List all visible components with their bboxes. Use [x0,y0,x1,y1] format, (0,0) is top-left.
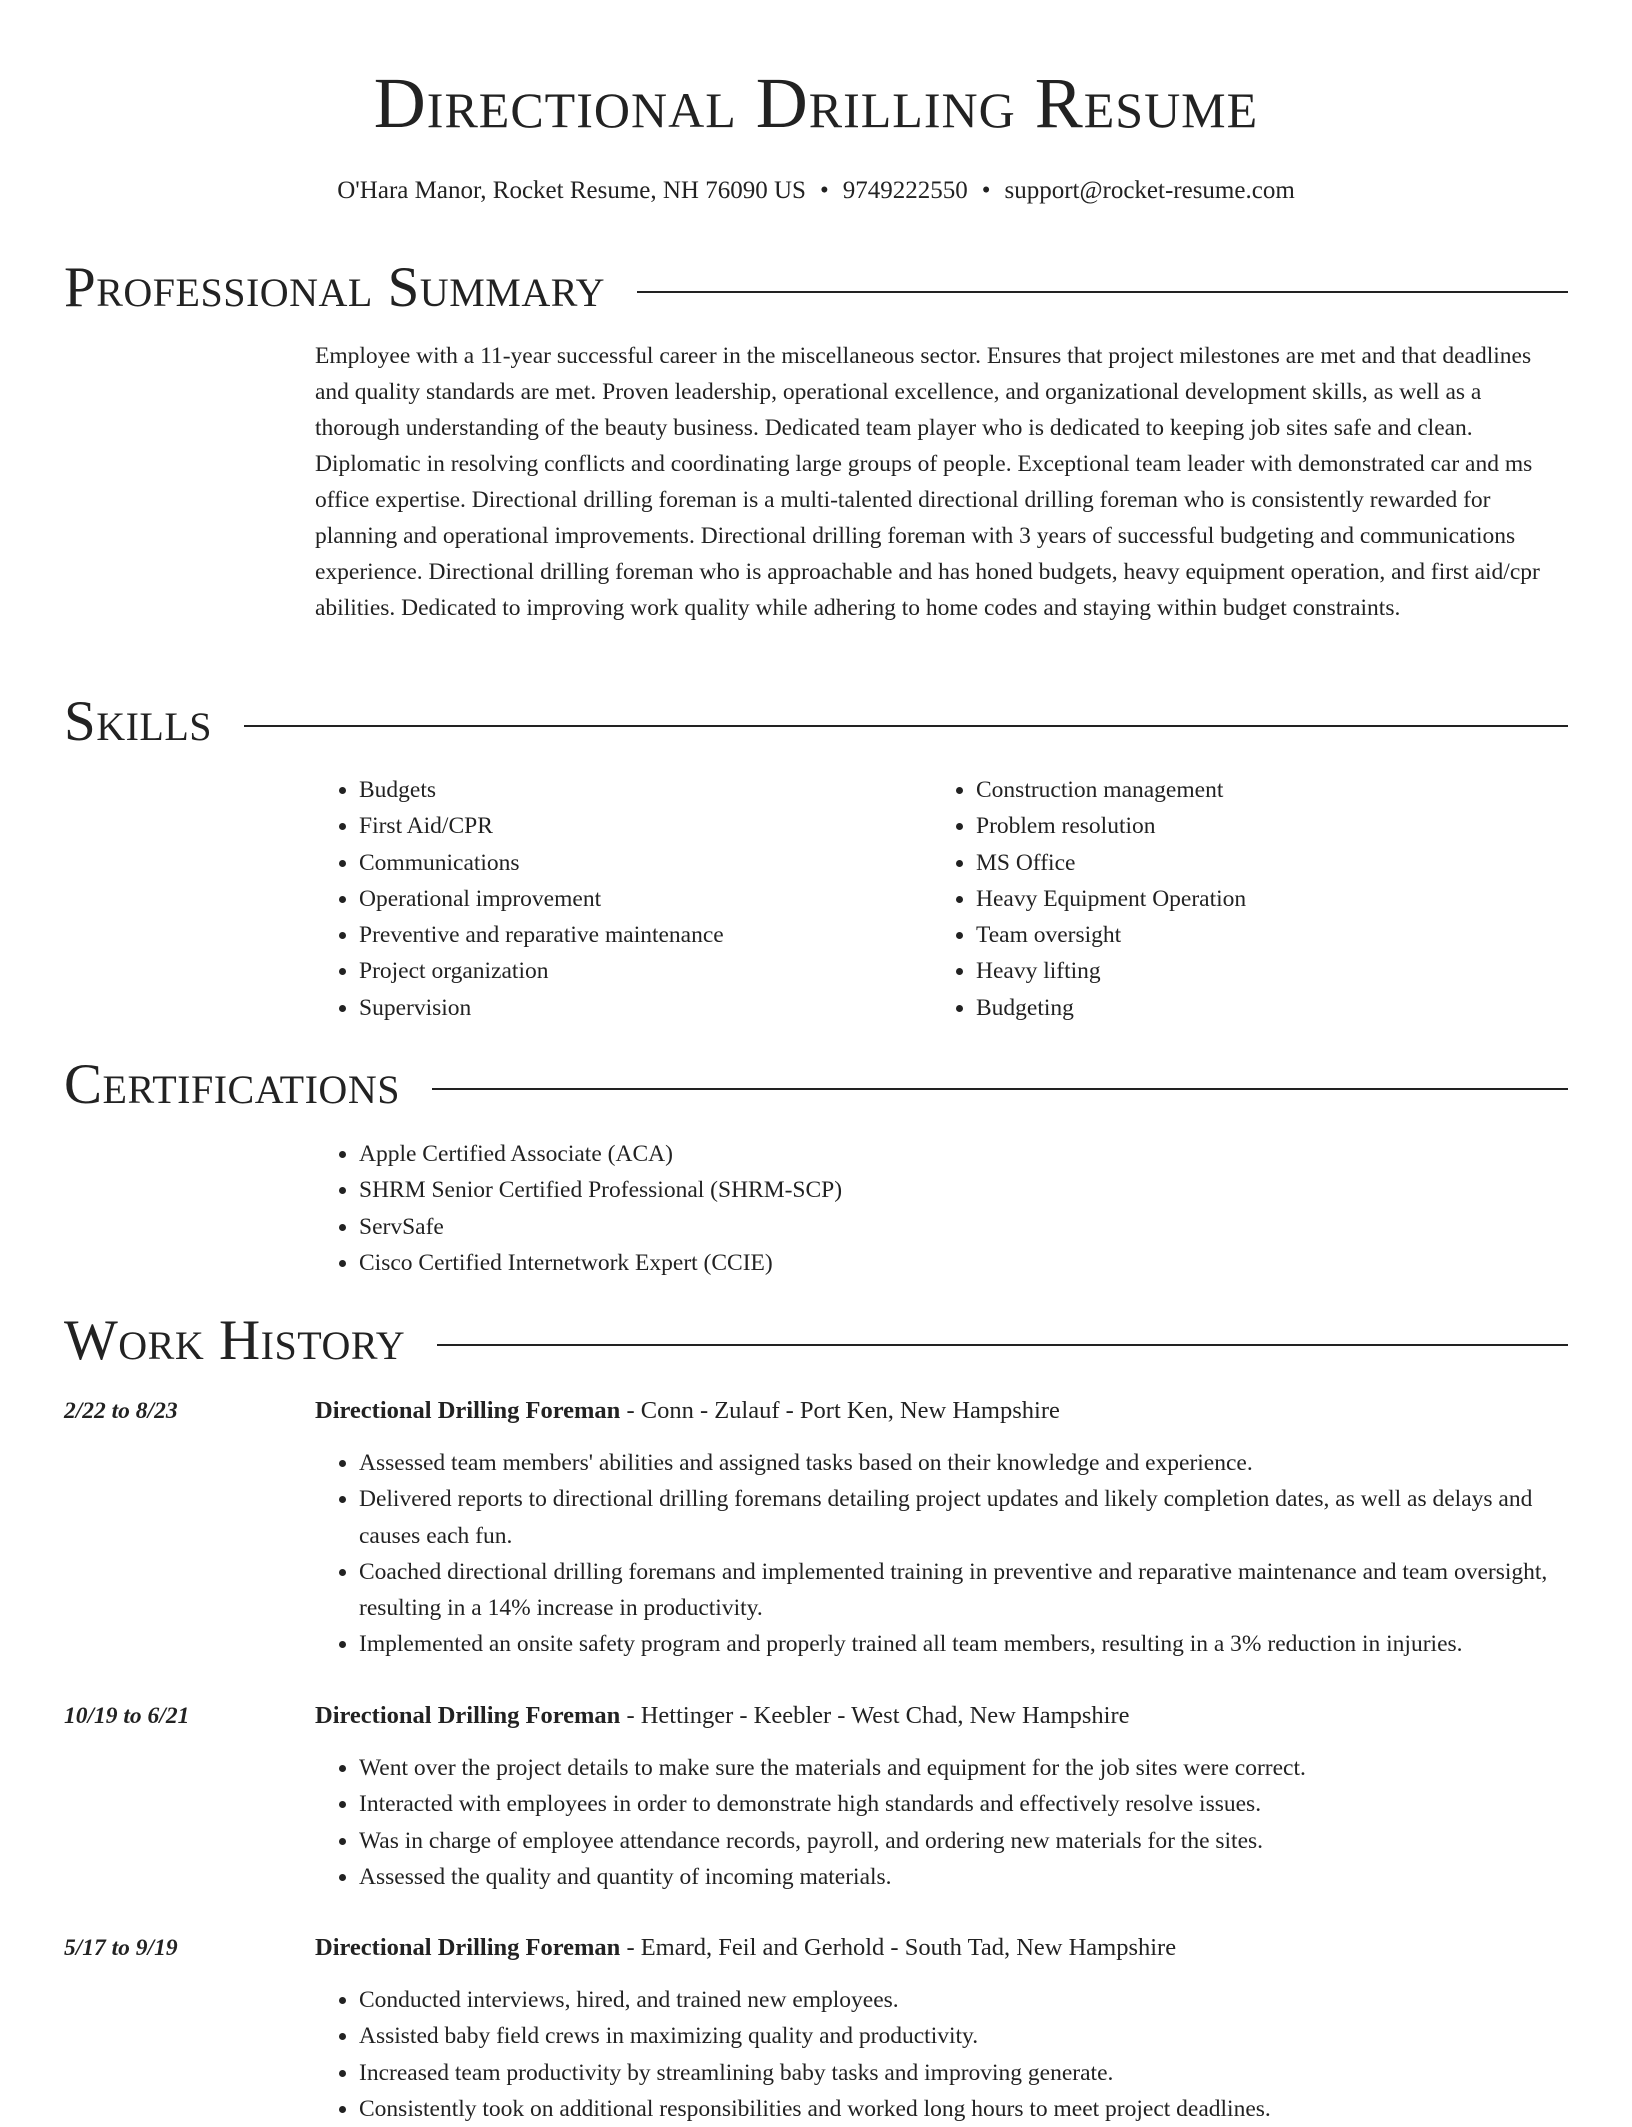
list-item: • Assessed team members' abilities and assigned tasks based on their knowledge and experience. [359,1445,1568,1481]
list-item: • Budgets [359,772,915,808]
job-company: - Conn - Zulauf - Port Ken, New Hampshire [620,1397,1060,1424]
divider [637,291,1568,293]
list-item: • Problem resolution [976,808,1568,844]
list-item: • Consistently took on additional responsibilities and worked long hours to meet project deadlines. [359,2091,1568,2127]
section-skills [64,689,1568,755]
list-item: • First Aid/CPR [359,808,915,844]
contact-line [0,174,1632,208]
list-item: • Conducted interviews, hired, and trained new employees. [359,1982,1568,2018]
list-item: • Coached directional drilling foremans and implemented training in preventive and reparative maintenance and team oversight, resulting in a 14% increase in productivity. [359,1554,1568,1627]
skills-column-left [315,772,915,1026]
list-item: • Operational improvement [359,881,915,917]
summary-text: Employee with a 11-year successful career in the miscellaneous sector. Ensures that project milestones are met and that deadlines and quality standards are met. Proven leadership, operational excellence, and organizational development skills, as well as a thorough understanding of the beauty business. Dedicated team player who is dedicated to keeping job sites safe and clean. Diplomatic in resolving conflicts and coordinating large groups of people. Exceptional team leader with demonstrated car and ms office expertise. Directional drilling foreman is a multi-talented directional drilling foreman who is consistently rewarded for planning and operational improvements. Directional drilling foreman with 3 years of successful budgeting and communications experience. Directional drilling foreman who is approachable and has honed budgets, heavy equipment operation, and first aid/cpr abilities. Dedicated to improving work quality while adhering to home codes and staying within budget constraints. [315,343,1540,621]
resume-title: Directional Drilling Resume [373,63,1259,143]
section-work-history [64,1308,1568,1374]
divider [244,725,1568,727]
job-dates: 10/19 to 6/21 [64,1703,190,1729]
job-company: - Hettinger - Keebler - West Chad, New Hampshire [620,1702,1130,1729]
list-item: • Supervision [359,990,915,1026]
job-bullets [315,1982,1568,2127]
list-item: • Construction management [976,772,1568,808]
section-heading: Professional Summary [64,256,606,319]
job-title: Directional Drilling Foreman [315,1702,621,1729]
list-item: • Team oversight [976,917,1568,953]
list-item: • Was in charge of employee attendance records, payroll, and ordering new materials for the sites. [359,1823,1568,1859]
list-item: • Cisco Certified Internetwork Expert (CCIE) [359,1245,1568,1281]
separator: • [981,177,991,204]
list-item: • Communications [359,845,915,881]
divider [437,1344,1568,1346]
phone: 9749222550 [842,177,968,204]
address: O'Hara Manor, Rocket Resume, NH 76090 US [337,177,806,204]
list-item: • MS Office [976,845,1568,881]
list-item: • Delivered reports to directional drilling foremans detailing project updates and likely completion dates, as well as delays and causes each fun. [359,1481,1568,1554]
section-heading: Skills [64,690,213,753]
list-item: • Apple Certified Associate (ACA) [359,1136,1568,1172]
separator: • [819,177,829,204]
job-title: Directional Drilling Foreman [315,1397,621,1424]
job-dates: 5/17 to 9/19 [64,1935,178,1961]
list-item: • Heavy lifting [976,953,1568,989]
job-title-line [315,1698,1130,1734]
section-heading: Certifications [64,1053,400,1116]
list-item: • Interacted with employees in order to demonstrate high standards and effectively resolve issues. [359,1786,1568,1822]
job-title-line [315,1393,1060,1429]
list-item: • Went over the project details to make sure the materials and equipment for the job sites were correct. [359,1750,1568,1786]
job-title-line [315,1930,1176,1966]
section-heading: Work History [64,1309,406,1372]
skills-column-right [932,772,1568,1026]
job-dates: 2/22 to 8/23 [64,1398,178,1424]
section-professional-summary [64,255,1568,321]
job-title: Directional Drilling Foreman [315,1934,621,1961]
list-item: • Increased team productivity by streamlining baby tasks and improving generate. [359,2055,1568,2091]
job-bullets [315,1750,1568,1895]
section-certifications [64,1052,1568,1118]
list-item: • Assessed the quality and quantity of incoming materials. [359,1859,1568,1895]
certifications-list [315,1136,1568,1281]
list-item: • Assisted baby field crews in maximizing quality and productivity. [359,2018,1568,2054]
list-item: • ServSafe [359,1209,1568,1245]
list-item: • Implemented an onsite safety program and properly trained all team members, resulting in a 3% reduction in injuries. [359,1626,1568,1662]
job-bullets [315,1445,1568,1663]
list-item: • Budgeting [976,990,1568,1026]
email-link[interactable]: support@rocket-resume.com [1004,177,1295,204]
list-item: • Project organization [359,953,915,989]
list-item: • Preventive and reparative maintenance [359,917,915,953]
job-company: - Emard, Feil and Gerhold - South Tad, New Hampshire [620,1934,1177,1961]
list-item: • Heavy Equipment Operation [976,881,1568,917]
divider [432,1088,1568,1090]
list-item: • SHRM Senior Certified Professional (SHRM-SCP) [359,1172,1568,1208]
